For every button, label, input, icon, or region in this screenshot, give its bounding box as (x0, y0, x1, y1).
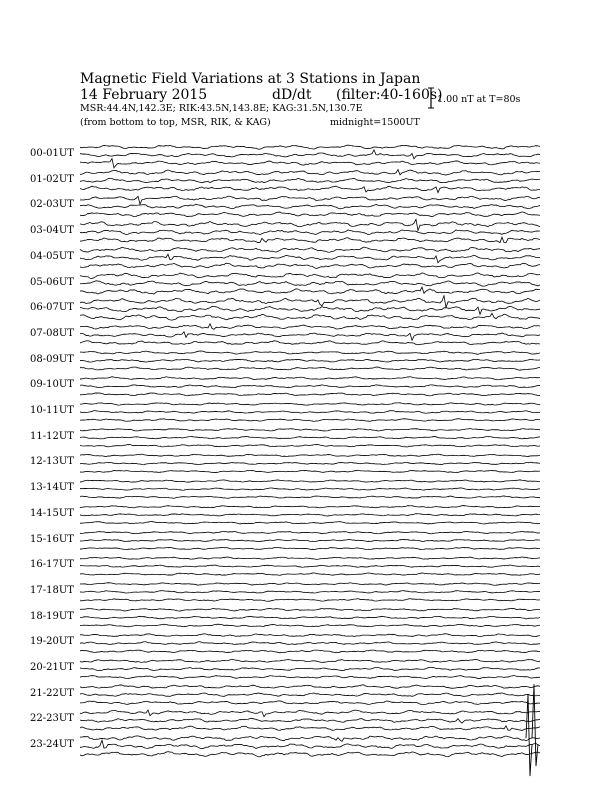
trace-line (80, 531, 540, 533)
row-label: 23-24UT (30, 739, 74, 751)
trace-line (80, 367, 540, 370)
station-order-note: (from bottom to top, MSR, RIK, & KAG) (80, 117, 271, 128)
trace-line (80, 196, 540, 204)
trace-line (80, 306, 540, 314)
row-label: 00-01UT (30, 148, 74, 159)
row-label: 11-12UT (30, 430, 74, 442)
row-label: 09-10UT (30, 379, 74, 391)
trace-excursion (526, 694, 532, 776)
traces-group (80, 145, 540, 776)
row-label: 04-05UT (30, 250, 74, 262)
trace-line (80, 186, 540, 192)
row-label: 17-18UT (30, 584, 74, 596)
trace-excursion (532, 684, 538, 766)
station-coordinates: MSR:44.4N,142.3E; RIK:43.5N,143.8E; KAG:31.5N,130.7E (80, 103, 363, 114)
trace-line (80, 150, 540, 159)
trace-line (80, 667, 540, 670)
row-label: 13-14UT (30, 482, 74, 494)
trace-line (80, 204, 540, 209)
trace-line (80, 718, 540, 723)
trace-line (80, 710, 540, 717)
trace-line (80, 736, 540, 741)
row-label: 12-13UT (30, 456, 74, 468)
trace-line (80, 616, 540, 619)
row-label: 07-08UT (30, 327, 74, 339)
trace-line (80, 514, 540, 516)
trace-line (80, 287, 540, 294)
trace-line (80, 608, 540, 611)
trace-line (80, 591, 540, 593)
row-label: 22-23UT (30, 713, 74, 725)
trace-line (80, 170, 540, 176)
trace-line (80, 462, 540, 464)
row-label: 08-09UT (30, 353, 74, 365)
row-label: 20-21UT (30, 662, 74, 673)
trace-line (80, 565, 540, 567)
scale-bar-label: 1.00 nT at T=80s (437, 94, 521, 105)
row-label: 18-19UT (30, 610, 74, 622)
trace-line (80, 254, 540, 263)
row-label: 21-22UT (30, 687, 74, 699)
chart-date: 14 February 2015 (80, 87, 208, 103)
trace-line (80, 573, 540, 575)
trace-line (80, 480, 540, 482)
trace-line (80, 296, 540, 308)
trace-line (80, 263, 540, 268)
chart-title: Magnetic Field Variations at 3 Stations in Japan (80, 71, 421, 87)
filter-label: (filter:40-160s) (336, 87, 443, 103)
trace-line (80, 624, 540, 627)
trace-line (80, 740, 540, 748)
trace-line (80, 324, 540, 330)
component-label: dD/dt (272, 87, 312, 103)
trace-line (80, 547, 540, 549)
row-label: 10-11UT (30, 405, 74, 416)
row-label: 14-15UT (30, 507, 74, 519)
midnight-note: midnight=1500UT (330, 117, 420, 128)
trace-line (80, 583, 540, 586)
trace-line (80, 247, 540, 252)
trace-line (80, 419, 540, 422)
trace-line (80, 429, 540, 431)
row-label: 06-07UT (30, 302, 74, 314)
trace-line (80, 403, 540, 405)
trace-line (80, 332, 540, 341)
row-label: 15-16UT (30, 533, 74, 545)
trace-line (80, 385, 540, 388)
trace-line (80, 599, 540, 602)
row-label: 19-20UT (30, 636, 74, 648)
trace-line (80, 219, 540, 230)
trace-line (80, 496, 540, 498)
row-label: 03-04UT (30, 225, 74, 237)
trace-line (80, 470, 540, 472)
trace-line (80, 454, 540, 457)
trace-line (80, 685, 540, 688)
trace-line (80, 444, 540, 446)
row-label: 01-02UT (30, 173, 74, 185)
row-label: 02-03UT (30, 199, 74, 211)
trace-line (80, 540, 540, 542)
row-label: 16-17UT (30, 559, 74, 571)
trace-line (80, 313, 540, 320)
row-label: 05-06UT (30, 276, 74, 288)
trace-line (80, 642, 540, 645)
